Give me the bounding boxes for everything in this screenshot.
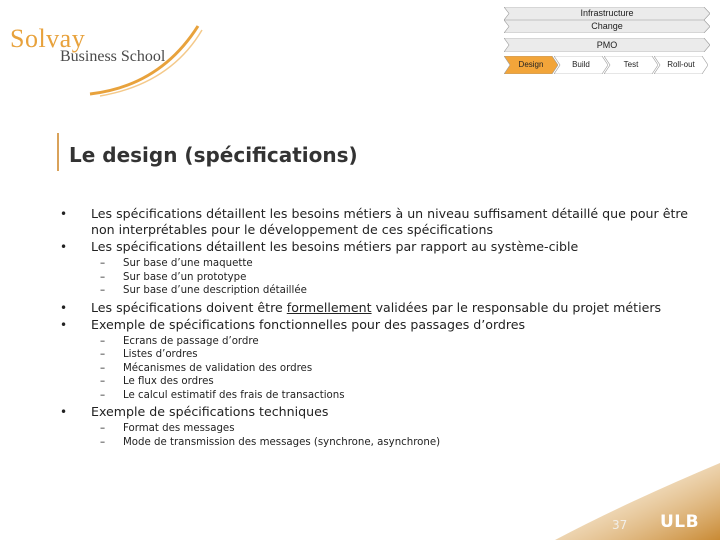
process-bar-infrastructure: Infrastructure	[504, 7, 710, 20]
bullet-item: • Exemple de spécifications fonctionnelles pour des passages d’ordres	[60, 317, 710, 333]
logo-subtitle: Business School	[60, 48, 166, 65]
bullet-item: • Les spécifications détaillent les besoins métiers par rapport au système-cible	[60, 239, 710, 255]
bullet-item: • Exemple de spécifications techniques	[60, 404, 710, 420]
sub-bullet-item: – Sur base d’une description détaillée	[60, 284, 710, 298]
sub-bullet-item: – Sur base d’une maquette	[60, 257, 710, 271]
process-diagram	[504, 6, 710, 76]
phase-test: Test	[604, 56, 658, 74]
bullet-item: • Les spécifications doivent être formellement validées par le responsable du projet métiers	[60, 300, 710, 316]
sub-bullet-item: – Mode de transmission des messages (synchrone, asynchrone)	[60, 436, 710, 450]
title-accent-rule	[57, 133, 59, 171]
underlined-word: formellement	[286, 299, 372, 315]
process-bar-pmo: PMO	[504, 38, 710, 52]
sub-bullet-item: – Mécanismes de validation des ordres	[60, 362, 710, 376]
phase-design: Design	[504, 56, 558, 74]
page-number: 37	[612, 518, 628, 532]
sub-bullet-item: – Ecrans de passage d’ordre	[60, 335, 710, 349]
sub-bullet-item: – Le flux des ordres	[60, 375, 710, 389]
sub-bullet-item: – Le calcul estimatif des frais de transactions	[60, 389, 710, 403]
ulb-logo: ULB	[660, 512, 700, 532]
slide-title: Le design (spécifications)	[69, 143, 358, 167]
process-phases	[504, 56, 710, 74]
slide-body	[60, 206, 710, 449]
logo-name: Solvay	[10, 24, 86, 53]
phase-roll-out: Roll-out	[654, 56, 708, 74]
solvay-logo	[10, 24, 210, 104]
bullet-item: • Les spécifications détaillent les besoins métiers à un niveau suffisament détaillé que pour être non interprétables pour le développement de ces spécifications	[60, 206, 710, 238]
phase-build: Build	[554, 56, 608, 74]
sub-bullet-item: – Listes d’ordres	[60, 348, 710, 362]
sub-bullet-item: – Sur base d’un prototype	[60, 271, 710, 285]
process-bar-change: Change	[504, 20, 710, 33]
sub-bullet-item: – Format des messages	[60, 422, 710, 436]
